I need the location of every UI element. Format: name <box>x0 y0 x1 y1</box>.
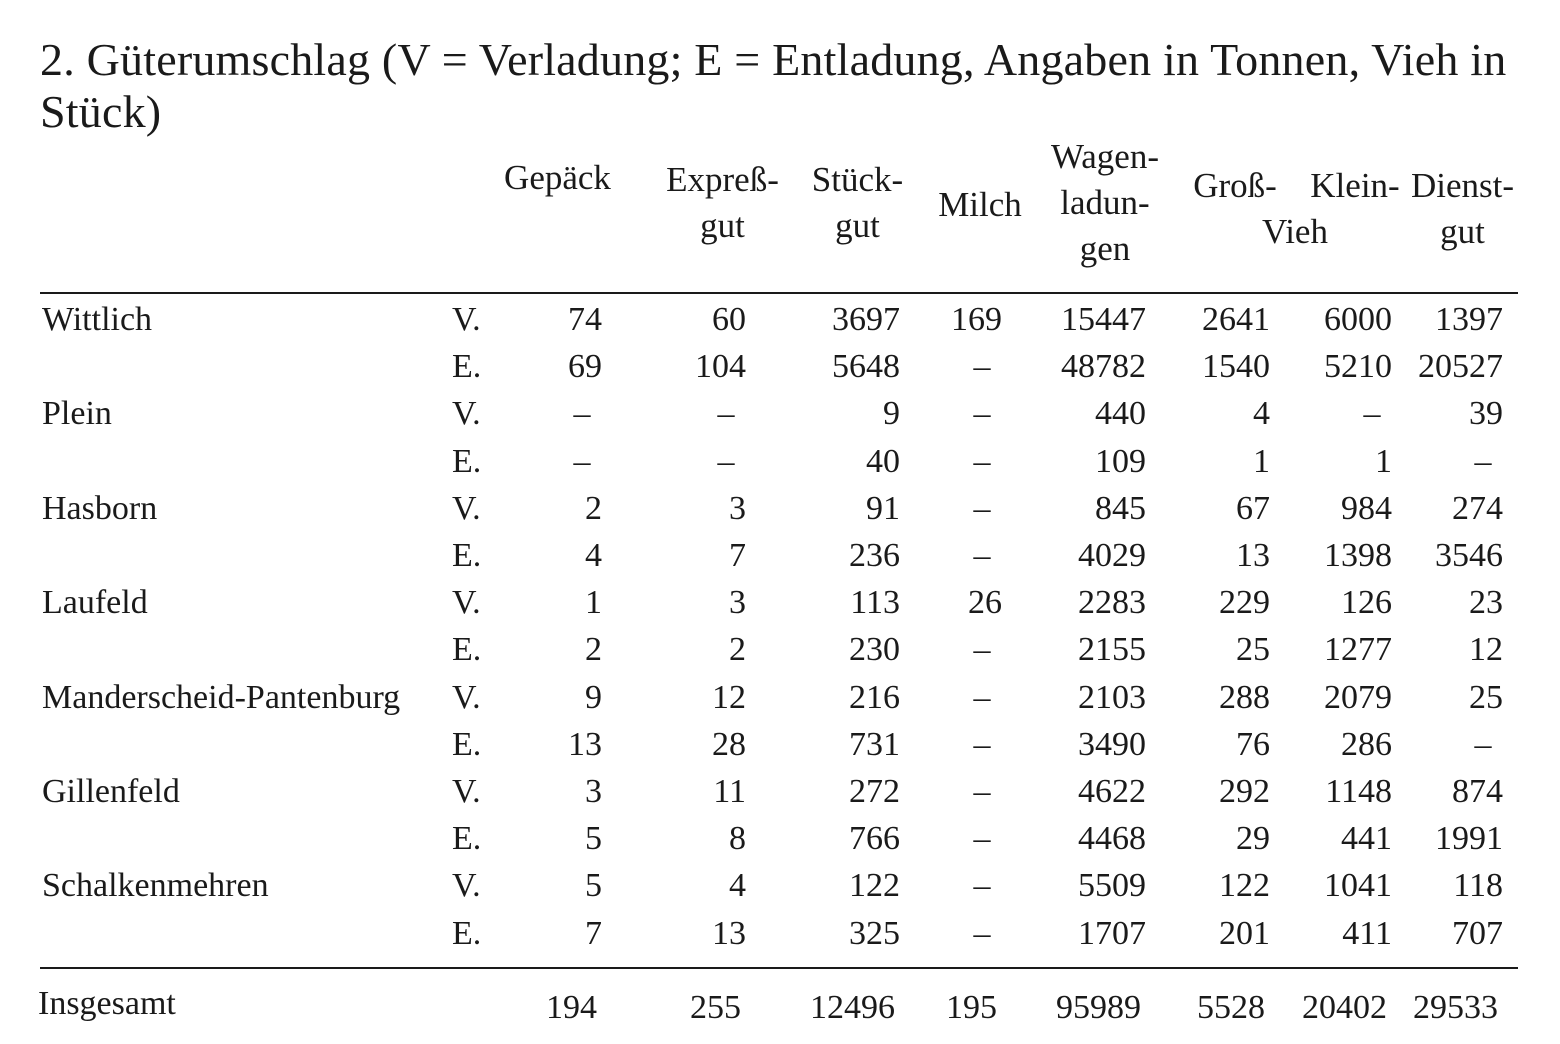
table-cell: 122 <box>1219 867 1270 905</box>
table-cell: 3 <box>585 773 602 810</box>
station-name: Schalkenmehren <box>42 867 269 905</box>
table-cell: 13 <box>568 725 602 763</box>
row-type: E. <box>452 725 482 763</box>
table-cell: 766 <box>849 820 900 858</box>
total-cell: 5528 <box>1197 989 1265 1026</box>
col-header-line: gut <box>700 206 745 245</box>
table-cell: 23 <box>1469 584 1503 622</box>
total-cell: 195 <box>946 989 997 1026</box>
table-cell: 984 <box>1341 489 1392 527</box>
total-rule <box>40 967 1518 969</box>
table-cell: 25 <box>1469 678 1503 716</box>
row-type: E. <box>452 631 482 669</box>
table-cell: 8 <box>729 820 746 858</box>
table-cell: 109 <box>1095 442 1146 480</box>
table-cell: 1540 <box>1202 348 1270 386</box>
table-cell: 1 <box>1253 442 1270 480</box>
table-cell: 1397 <box>1435 301 1503 338</box>
table-cell: 4468 <box>1078 820 1146 858</box>
table-cell: – <box>973 442 991 480</box>
row-type: V. <box>452 489 481 527</box>
table-cell: 707 <box>1452 914 1503 952</box>
col-header-gepaeck <box>490 155 625 201</box>
table-cell: 731 <box>849 725 900 763</box>
table-cell: 76 <box>1236 725 1270 763</box>
col-header-line: Groß- <box>1193 166 1277 205</box>
table-cell: 118 <box>1453 867 1503 905</box>
row-type: V. <box>452 867 481 905</box>
table-cell: 272 <box>849 773 900 810</box>
station-name: Plein <box>42 395 112 433</box>
station-name: Wittlich <box>42 301 153 338</box>
col-header-stueckgut <box>795 157 920 249</box>
table-cell: 39 <box>1469 395 1503 433</box>
table-cell: – <box>973 348 991 386</box>
table-cell: 4 <box>729 867 746 905</box>
table-cell: 2155 <box>1078 631 1146 669</box>
table-cell: – <box>573 395 591 433</box>
station-name: Gillenfeld <box>42 773 180 810</box>
table-cell: 6000 <box>1324 301 1392 338</box>
table-cell: 411 <box>1342 914 1392 952</box>
table-cell: – <box>973 631 991 669</box>
table-cell: 48782 <box>1061 348 1146 386</box>
total-cell: 95989 <box>1056 989 1141 1026</box>
table-cell: 1991 <box>1435 820 1503 858</box>
table-cell: 4029 <box>1078 537 1146 574</box>
col-header-expressgut <box>655 157 790 249</box>
table-cell: 2 <box>585 631 602 669</box>
col-header-gross <box>1180 163 1290 209</box>
table-cell: 1148 <box>1325 773 1392 810</box>
table-cell: 2641 <box>1202 301 1270 338</box>
table-cell: 15447 <box>1061 301 1146 338</box>
table-cell: 104 <box>695 348 746 386</box>
table-cell: 325 <box>849 914 900 952</box>
table-cell: 4 <box>585 537 602 574</box>
col-header-dienstgut <box>1400 163 1525 255</box>
table-cell: 25 <box>1236 631 1270 669</box>
table-cell: 3546 <box>1435 537 1503 574</box>
row-type: E. <box>452 914 482 952</box>
table-cell: 12 <box>712 678 746 716</box>
table-cell: 5 <box>585 820 602 858</box>
table-cell: 9 <box>883 395 900 433</box>
table-cell: 11 <box>713 773 746 810</box>
station-name: Hasborn <box>42 489 158 527</box>
table-cell: 2103 <box>1078 678 1146 716</box>
col-header-line: gut <box>1440 212 1485 251</box>
row-type: V. <box>452 584 481 622</box>
table-cell: 201 <box>1219 914 1270 952</box>
header-rule <box>40 292 1518 294</box>
total-cell: 12496 <box>810 989 895 1026</box>
table-cell: 441 <box>1341 820 1392 858</box>
total-cell: 194 <box>546 989 597 1026</box>
table-cell: 2 <box>729 631 746 669</box>
col-header-wagenladungen <box>1035 134 1175 272</box>
table-cell: 4 <box>1253 395 1270 433</box>
table-cell: – <box>973 820 991 858</box>
table-cell: – <box>973 725 991 763</box>
table-cell: 28 <box>712 725 746 763</box>
table-cell: 3490 <box>1078 725 1146 763</box>
table-cell: 5 <box>585 867 602 905</box>
table-cell: 5210 <box>1324 348 1392 386</box>
table-cell: – <box>973 678 991 716</box>
table-cell: 113 <box>850 584 900 622</box>
table-cell: 1 <box>1375 442 1392 480</box>
station-name: Manderscheid-Pantenburg <box>42 678 401 716</box>
col-header-line: gut <box>835 206 880 245</box>
row-type: E. <box>452 537 482 574</box>
table-cell: – <box>717 442 735 480</box>
col-header-line: ladun- <box>1060 183 1150 222</box>
total-cell: 255 <box>690 989 741 1026</box>
table-cell: – <box>1474 442 1492 480</box>
table-cell: 3 <box>729 489 746 527</box>
table-cell: 12 <box>1469 631 1503 669</box>
table-cell: – <box>1363 395 1381 433</box>
table-cell: 229 <box>1219 584 1270 622</box>
row-type: E. <box>452 348 482 386</box>
table-cell: – <box>973 867 991 905</box>
row-type: V. <box>452 301 481 338</box>
col-header-line: Dienst- <box>1410 166 1515 205</box>
row-type: E. <box>452 820 482 858</box>
table-cell: – <box>717 395 735 433</box>
table-cell: 216 <box>849 678 900 716</box>
table-cell: 1707 <box>1078 914 1146 952</box>
table-cell: 91 <box>866 489 900 527</box>
row-type: V. <box>452 395 481 433</box>
table-cell: – <box>973 537 991 574</box>
table-cell: 1398 <box>1324 537 1392 574</box>
table-cell: 236 <box>849 537 900 574</box>
table-cell: 122 <box>849 867 900 905</box>
table-cell: 1041 <box>1324 867 1392 905</box>
table-cell: 60 <box>712 301 746 338</box>
table-cell: 230 <box>849 631 900 669</box>
table-cell: 3697 <box>832 301 900 338</box>
col-header-line: Stück- <box>811 160 904 199</box>
table-cell: 67 <box>1236 489 1270 527</box>
table-cell: 274 <box>1452 489 1503 527</box>
table-cell: – <box>973 773 991 810</box>
page-title: 2. Güterumschlag (V = Verladung; E = Entladung, Angaben in Tonnen, Vieh in Stück) <box>40 34 1507 137</box>
table-cell: 69 <box>568 348 602 386</box>
col-header-klein <box>1300 163 1410 209</box>
col-header-milch <box>925 182 1035 228</box>
table-cell: 2079 <box>1324 678 1392 716</box>
table-cell: 169 <box>951 301 1002 338</box>
col-header-line: Wagen- <box>1051 137 1159 176</box>
table-cell: 440 <box>1095 395 1146 433</box>
col-header-line: Expreß- <box>666 160 779 199</box>
col-header-line: gen <box>1079 229 1131 268</box>
table-cell: – <box>973 395 991 433</box>
station-name: Laufeld <box>42 584 148 622</box>
table-cell: 286 <box>1341 725 1392 763</box>
table-cell: – <box>573 442 591 480</box>
table-cell: 126 <box>1341 584 1392 622</box>
table-cell: – <box>973 914 991 952</box>
total-cell: 29533 <box>1413 989 1498 1026</box>
table-cell: – <box>973 489 991 527</box>
row-type: V. <box>452 678 481 716</box>
table-cell: 1 <box>585 584 602 622</box>
table-cell: 2283 <box>1078 584 1146 622</box>
table-cell: 29 <box>1236 820 1270 858</box>
table-cell: 7 <box>585 914 602 952</box>
col-header-vieh <box>1240 209 1350 255</box>
table-cell: 288 <box>1219 678 1270 716</box>
table-cell: 26 <box>968 584 1002 622</box>
col-header-line: Milch <box>938 185 1022 224</box>
row-type: E. <box>452 442 482 480</box>
table-cell: 13 <box>712 914 746 952</box>
table-cell: 5509 <box>1078 867 1146 905</box>
table-cell: 3 <box>729 584 746 622</box>
table-cell: 1277 <box>1324 631 1392 669</box>
table-cell: 292 <box>1219 773 1270 810</box>
total-label: Insgesamt <box>38 985 176 1022</box>
row-type: V. <box>452 773 481 810</box>
table-cell: 845 <box>1095 489 1146 527</box>
table-cell: 20527 <box>1418 348 1503 386</box>
col-header-line: Klein- <box>1310 166 1400 205</box>
table-cell: 5648 <box>832 348 900 386</box>
table-cell: 2 <box>585 489 602 527</box>
col-header-line: Vieh <box>1262 212 1328 251</box>
table-cell: – <box>1474 725 1492 763</box>
table-cell: 874 <box>1452 773 1503 810</box>
table-cell: 7 <box>729 537 746 574</box>
col-header-line: Gepäck <box>504 158 611 197</box>
table-cell: 40 <box>866 442 900 480</box>
table-cell: 4622 <box>1078 773 1146 810</box>
total-cell: 20402 <box>1302 989 1387 1026</box>
table-cell: 9 <box>585 678 602 716</box>
table-cell: 74 <box>568 301 602 338</box>
table-cell: 13 <box>1236 537 1270 574</box>
